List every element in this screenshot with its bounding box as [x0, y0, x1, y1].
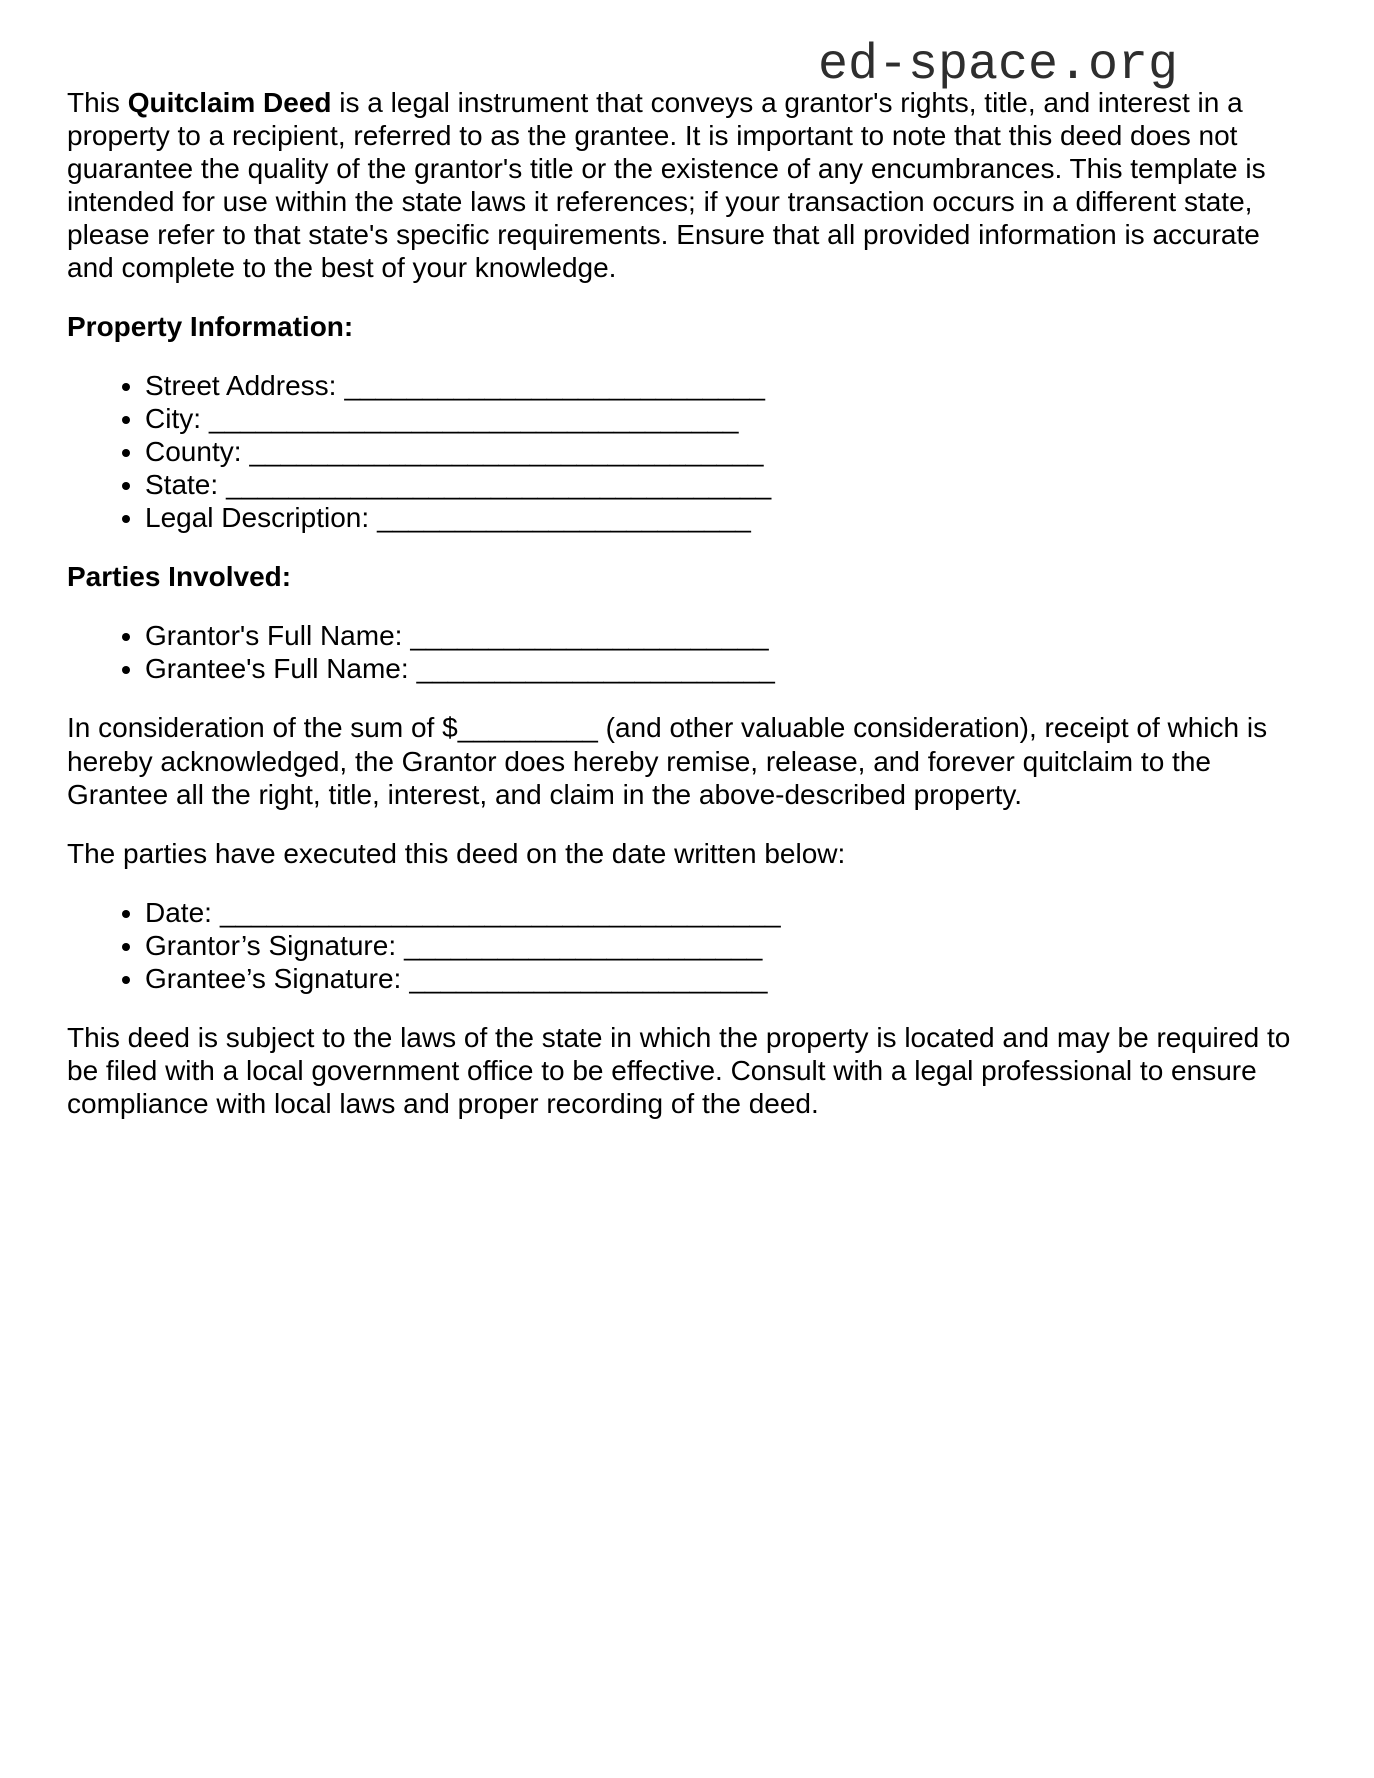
field-city [145, 402, 1307, 435]
field-label: Legal Description: [145, 502, 370, 534]
field-grantee-full-name [145, 652, 1307, 685]
document-content [67, 86, 1307, 1120]
closing-paragraph: This deed is subject to the laws of the state in which the property is located and may be required to be filed with a local government office to be effective. Consult with a legal professional to ensure compliance with local laws and proper recording of the deed. [67, 1021, 1291, 1119]
state-blank: ___________________________________ [226, 469, 772, 501]
site-logo: ed-space.org [817, 37, 1178, 94]
field-label: State: [145, 469, 219, 501]
field-date [145, 896, 1307, 929]
parties-fields-list [67, 619, 1307, 685]
intro-lead: This [67, 87, 128, 118]
consideration-paragraph [67, 711, 1307, 810]
field-label: City: [145, 403, 201, 435]
execution-intro-paragraph: The parties have executed this deed on the date written below: [67, 837, 846, 869]
field-grantee-signature [145, 962, 1307, 995]
property-fields-list [67, 369, 1307, 534]
parties-involved-heading: Parties Involved: [67, 561, 292, 593]
field-label: Grantor's Full Name: [145, 620, 403, 652]
field-county [145, 435, 1307, 468]
grantor-signature-blank: _______________________ [404, 929, 763, 961]
execution-fields-list [67, 896, 1307, 995]
field-label: Grantor’s Signature: [145, 929, 397, 961]
street-address-blank: ___________________________ [344, 370, 765, 402]
field-street-address [145, 369, 1307, 402]
field-grantor-signature [145, 929, 1307, 962]
date-blank: ____________________________________ [219, 896, 781, 928]
grantee-full-name-blank: _______________________ [416, 653, 775, 685]
field-grantor-full-name [145, 619, 1307, 652]
consideration-before: In consideration of the sum of $ [67, 712, 458, 744]
county-blank: _________________________________ [249, 436, 764, 468]
field-label: County: [145, 436, 242, 468]
field-state [145, 468, 1307, 501]
consideration-after: (and other valuable consideration), receipt of which is hereby acknowledged, the Grantor does hereby remise, release, and forever quitclaim to the Grantee all the right, title, interest, and claim in the above-described property. [67, 712, 1268, 810]
property-information-heading: Property Information: [67, 311, 354, 343]
field-label: Date: [145, 896, 212, 928]
grantee-signature-blank: _______________________ [409, 962, 768, 994]
intro-body: is a legal instrument that conveys a grantor's rights, title, and interest in a property to a recipient, referred to as the grantee. It is important to note that this deed does not guarantee the quality of the grantor's title or the existence of any encumbrances. This template is intended for use within the state laws it references; if your transaction occurs in a different state, please refer to that state's specific requirements. Ensure that all provided information is accurate and complete to the best of your knowledge. [67, 87, 1266, 284]
legal-description-blank: ________________________ [377, 502, 751, 534]
field-label: Grantee's Full Name: [145, 653, 409, 685]
field-label: Street Address: [145, 370, 337, 402]
intro-paragraph [67, 86, 1307, 284]
consideration-amount-blank: _________ [457, 712, 598, 744]
grantor-full-name-blank: _______________________ [410, 620, 769, 652]
field-label: Grantee’s Signature: [145, 962, 402, 994]
quitclaim-deed-term: Quitclaim Deed [127, 87, 332, 118]
field-legal-description [145, 501, 1307, 534]
city-blank: __________________________________ [209, 403, 739, 435]
